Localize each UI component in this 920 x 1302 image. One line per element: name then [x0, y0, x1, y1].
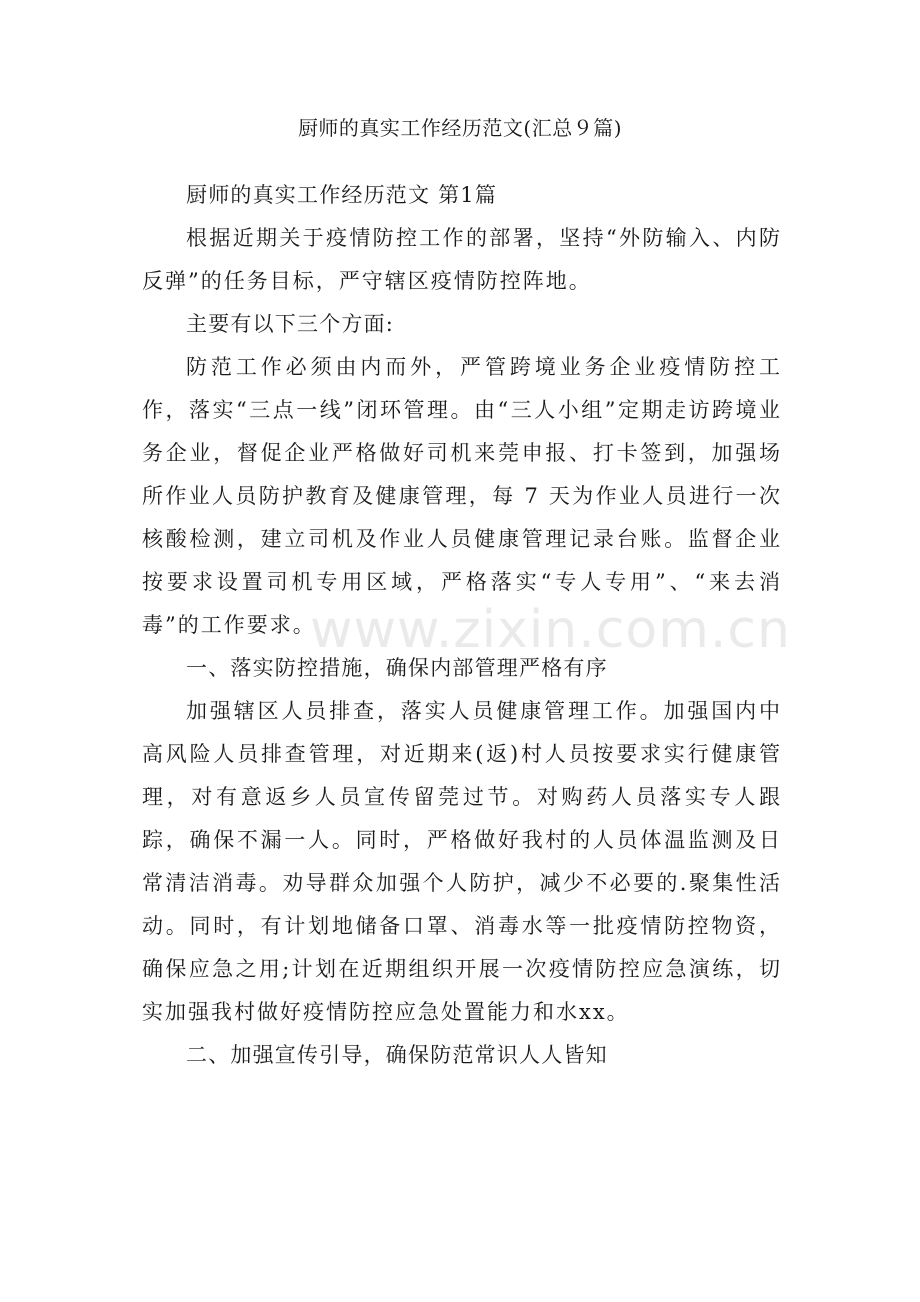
body-paragraph: 加强辖区人员排查，落实人员健康管理工作。加强国内中高风险人员排查管理，对近期来(返)村人员按要求实行健康管理，对有意返乡人员宣传留莞过节。对购药人员落实专人跟踪，确保不漏一人。同时，严格做好我村的人员体温监测及日常清洁消毒。劝导群众加强个人防护，减少不必要的.聚集性活动。同时，有计划地储备口罩、消毒水等一批疫情防控物资，确保应急之用;计划在近期组织开展一次疫情防控应急演练，切实加强我村做好疫情防控应急处置能力和水xx。: [142, 699, 782, 1024]
section-heading: 厨师的真实工作经历范文 第1篇: [186, 183, 498, 207]
section-heading: 二、加强宣传引导，确保防范常识人人皆知: [186, 1043, 608, 1067]
body-paragraph: 根据近期关于疫情防控工作的部署，坚持“外防输入、内防反弹”的任务目标，严守辖区疫情防控阵地。: [142, 226, 782, 293]
watermark: www.zixin.com.cn: [310, 600, 791, 660]
document-body: [142, 174, 782, 1077]
document-title: 厨师的真实工作经历范文(汇总９篇): [297, 116, 623, 140]
section-heading: 一、落实防控措施，确保内部管理严格有序: [186, 656, 608, 680]
body-paragraph: 防范工作必须由内而外，严管跨境业务企业疫情防控工作，落实“三点一线”闭环管理。由“三人小组”定期走访跨境业务企业，督促企业严格做好司机来莞申报、打卡签到，加强场所作业人员防护教育及健康管理，每 7 天为作业人员进行一次核酸检测，建立司机及作业人员健康管理记录台账。监督企业按要求设置司机专用区域，严格落实“专人专用”、“来去消毒”的工作要求。: [142, 355, 782, 637]
body-paragraph: 主要有以下三个方面:: [186, 312, 395, 336]
